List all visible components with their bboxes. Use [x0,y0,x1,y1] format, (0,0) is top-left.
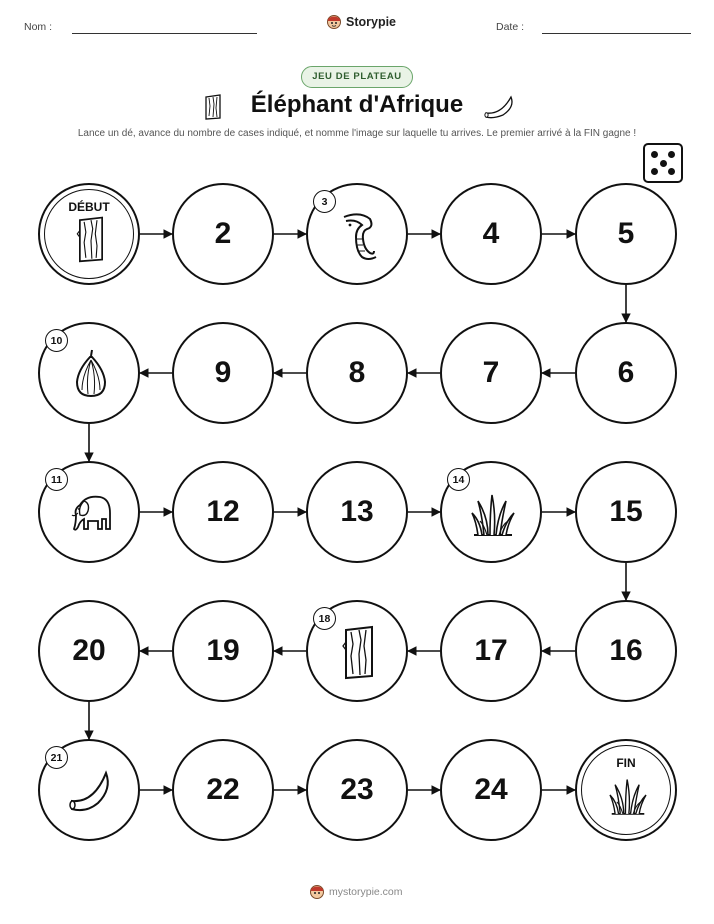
board-space-10[interactable] [38,322,140,424]
space-number: 2 [214,217,232,250]
board-space-8[interactable] [306,322,408,424]
board-space-18[interactable] [306,600,408,702]
board-space-4[interactable] [440,183,542,285]
start-space[interactable] [38,183,140,285]
space-number: 8 [348,356,366,389]
space-number-badge: 10 [45,329,68,352]
board-space-7[interactable] [440,322,542,424]
board-space-13[interactable] [306,461,408,563]
date-label: Date : [496,21,525,33]
board-space-23[interactable] [306,739,408,841]
board-space-24[interactable] [440,739,542,841]
space-number-badge: 11 [45,468,68,491]
board-space-2[interactable] [172,183,274,285]
board-space-14[interactable] [440,461,542,563]
board-space-6[interactable] [575,322,677,424]
finish-label: FIN [616,756,636,770]
board-space-15[interactable] [575,461,677,563]
space-number: 15 [609,495,643,528]
space-number: 23 [340,773,374,806]
space-number: 12 [206,495,240,528]
board-space-3[interactable] [306,183,408,285]
space-number: 6 [617,356,635,389]
space-number-badge: 3 [313,190,336,213]
board-space-22[interactable] [172,739,274,841]
storypie-mascot-icon [309,884,325,900]
elephant-icon [66,485,116,546]
name-label: Nom : [24,21,53,33]
fig-icon [66,346,116,407]
space-number: 19 [206,634,240,667]
space-number: 4 [482,217,500,250]
tree-bark-icon [69,215,113,268]
space-number-badge: 14 [447,468,470,491]
board-space-11[interactable] [38,461,140,563]
grass-icon [606,771,650,824]
board-space-12[interactable] [172,461,274,563]
finish-space[interactable] [575,739,677,841]
board-space-5[interactable] [575,183,677,285]
space-number: 13 [340,495,374,528]
instructions: Lance un dé, avance du nombre de cases indiqué, et nomme l'image sur laquelle tu arrives. Le premier arrivé à la FIN gagne ! [77,128,637,139]
space-number: 22 [206,773,240,806]
brand-name: Storypie [346,15,397,29]
space-number: 20 [72,634,106,667]
board-space-21[interactable] [38,739,140,841]
space-number: 7 [482,356,500,389]
board-space-19[interactable] [172,600,274,702]
footer [309,884,403,900]
board-space-16[interactable] [575,600,677,702]
space-number-badge: 18 [313,607,336,630]
board-space-20[interactable] [38,600,140,702]
space-number-badge: 21 [45,746,68,769]
footer-url: mystorypie.com [329,886,403,898]
board-space-17[interactable] [440,600,542,702]
game-type-badge: JEU DE PLATEAU [301,66,413,88]
elephant-trunk-icon [334,207,384,268]
space-number: 17 [474,634,508,667]
space-number: 24 [474,773,508,806]
space-number: 9 [214,356,232,389]
board-space-9[interactable] [172,322,274,424]
start-label: DÉBUT [68,200,110,214]
space-number: 5 [617,217,635,250]
grass-icon [468,485,518,546]
page-title: Éléphant d'Afrique [250,91,464,118]
tusk-icon [66,763,116,824]
space-number: 16 [609,634,643,667]
tree-bark-icon [334,624,384,685]
